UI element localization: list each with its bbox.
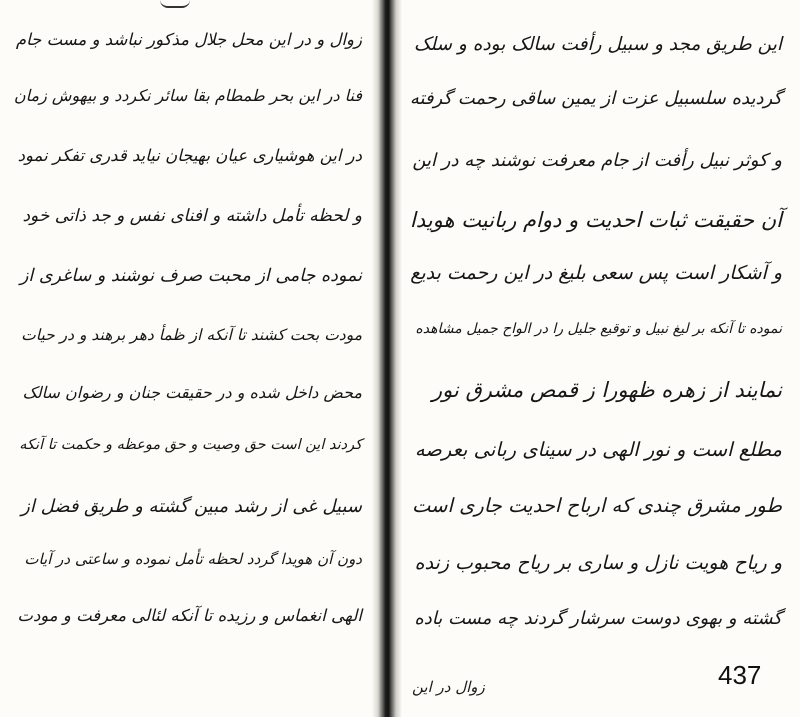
manuscript-line: نموده جامی از محبت صرف نوشند و ساغری از xyxy=(19,266,362,286)
manuscript-line: فنا در این بحر طمطام بقا سائر نکردد و بیهوش زمان xyxy=(13,86,362,105)
manuscript-line: زوال و در این محل جلال مذکور نباشد و مست جام xyxy=(15,30,362,49)
page-edge-mark xyxy=(160,0,190,8)
manuscript-line: دون آن هویدا گردد لحظه تأمل نموده و ساعتی در آیات xyxy=(24,550,362,568)
manuscript-line: این طریق مجد و سبیل رأفت سالک بوده و سلک xyxy=(413,34,782,55)
manuscript-line: الهی انغماس و رزیده تا آنکه لئالی معرفت و مودت xyxy=(17,606,362,625)
catchword: زوال در این xyxy=(412,678,485,696)
manuscript-line: گردیده سلسبیل عزت از یمین ساقی رحمت گرفته xyxy=(409,88,782,109)
manuscript-line: کردند این است حق وصیت و حق موعظه و حکمت تا آنکه xyxy=(19,437,362,453)
manuscript-line: مطلع است و نور الهی در سینای ربانی بعرصه xyxy=(414,438,782,461)
manuscript-line: آن حقیقت ثبات احدیت و دوام ربانیت هویدا xyxy=(409,208,782,232)
book-gutter xyxy=(372,0,402,717)
page-number: 437 xyxy=(718,660,762,690)
left-manuscript-page xyxy=(0,0,372,717)
right-manuscript-page xyxy=(402,0,800,717)
manuscript-line: طور مشرق چندی که ارباح احدیت جاری است xyxy=(412,494,782,517)
manuscript-line: نموده تا آنکه بر لیغ نبیل و توقیع جلیل را در الواح جمیل مشاهده xyxy=(415,321,782,337)
manuscript-line: نمایند از زهره ظهورا ز قمص مشرق نور xyxy=(431,378,782,402)
manuscript-line: و آشکار است پس سعی بلیغ در این رحمت بدیع xyxy=(410,262,782,284)
manuscript-line: سبیل غی از رشد مبین گشته و طریق فضل از xyxy=(21,496,362,517)
manuscript-line: و کوثر نبیل رأفت از جام معرفت نوشند چه در این xyxy=(412,150,782,171)
manuscript-line: در این هوشیاری عیان بهیجان نیاید قدری تفکر نمود xyxy=(17,146,362,165)
manuscript-line: گشته و بهوی دوست سرشار گردند چه مست باده xyxy=(414,608,782,629)
manuscript-line: و ریاح هویت نازل و ساری بر ریاح محبوب زنده xyxy=(414,552,782,574)
manuscript-line: مودت بحت کشند تا آنکه از ظمأ دهر برهند و در حیات xyxy=(21,326,362,344)
manuscript-line: محض داخل شده و در حقیقت جنان و رضوان سالک xyxy=(22,383,362,402)
manuscript-line: و لحظه تأمل داشته و افنای نفس و جد ذاتی خود xyxy=(22,206,362,226)
